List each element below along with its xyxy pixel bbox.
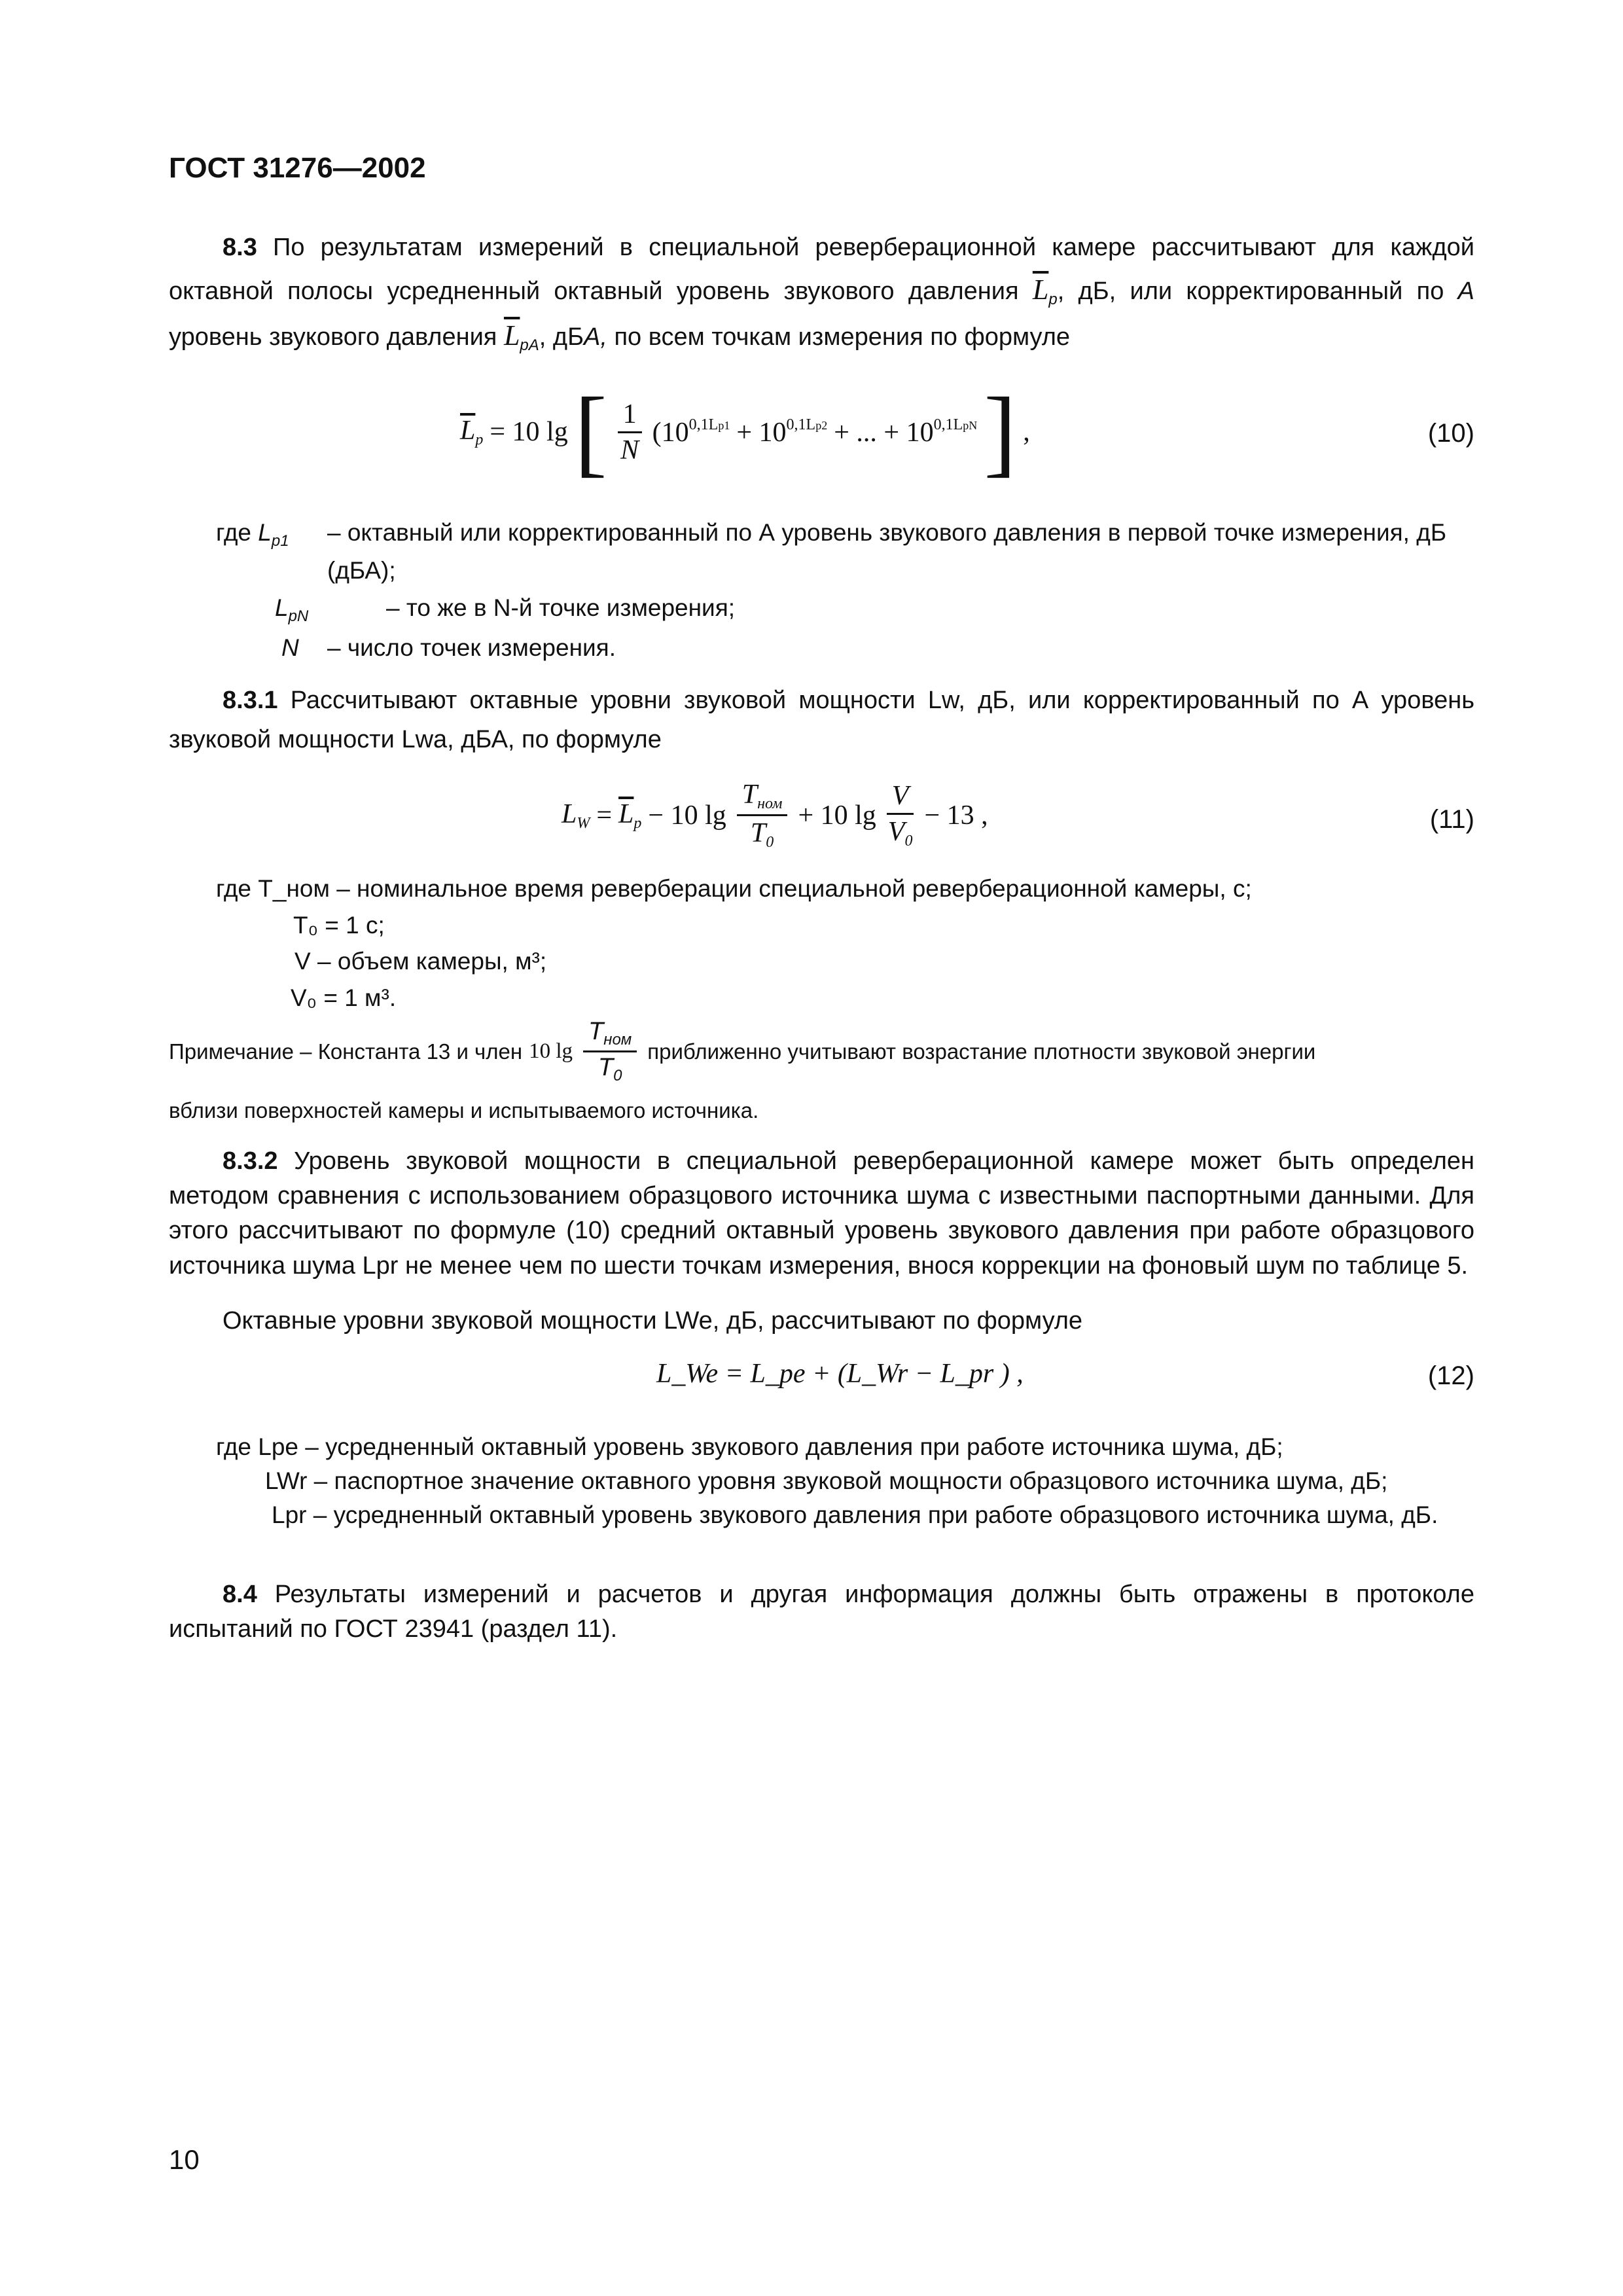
formula-12-number: (12)	[1427, 1361, 1474, 1390]
definition-row: где $L_{p1}$ – октавный или корректированный по А уровень звукового давления в первой точке измерения, дБ (дБА);	[216, 519, 1447, 584]
section-8-3: 8.3 По результатам измерений в специальной реверберационной камере рассчитывают для каждой октавной полосы усредненный октавный уровень звукового давления $\overline{L}_p$, дБ, или корректированный по А уровень звукового давления $\overline{L}_{pA}$, дБА, по всем точкам измерения по формуле	[169, 234, 1474, 354]
section-8-3-2-formula-intro: Октавные уровни звуковой мощности LWe, дБ, рассчитывают по формуле	[223, 1307, 1083, 1335]
formula-12-definitions	[216, 1430, 1476, 1532]
formula-10-expression: $\overline{L}_p$ = 10 lg [ $\frac{1}{N}$ ($10^{0,1Lp1}$ + $10^{0,1Lp2}$ + ... + $10^{0,1LpN}$ ] ,	[460, 378, 1030, 486]
formula-10	[169, 378, 1474, 507]
page-number: 10	[169, 2144, 200, 2175]
note	[169, 1018, 1474, 1123]
note-line-1: Примечание – Константа 13 и член 10 lg $\frac{T_{ном}}{T_0}$ приближенно учитывают возрастание плотности звуковой энергии	[169, 1018, 1316, 1085]
formula-11-expression: $L_W$ = $\overline{L}_p$ − 10 lg $\frac{T_{ном}}{T_0}$ + 10 lg $\frac{V}{V_0}$ − 13 ,	[562, 780, 988, 851]
section-8-3-2: 8.3.2 Уровень звуковой мощности в специальной реверберационной камере может быть определен методом сравнения с использованием образцового источника шума с известными паспортными данными. Для этого рассчитывают по формуле (10) средний октавный уровень звукового давления при работе образцового источника шума Lpr не менее чем по шести точкам измерения, внося коррекции на фоновый шум по таблице 5.	[169, 1147, 1474, 1280]
formula-12	[169, 1352, 1474, 1417]
formula-11-number: (11)	[1429, 805, 1474, 834]
definition-row: V₀ = 1 м³.	[291, 984, 397, 1011]
formula-12-expression: L_We = L_pe + (L_Wr − L_pr ) ,	[656, 1359, 1024, 1389]
formula-10-number: (10)	[1427, 419, 1474, 448]
definition-row: Lpr – усредненный октавный уровень звукового давления при работе образцового источника шума, дБ.	[272, 1501, 1438, 1528]
formula-10-definitions	[216, 514, 1476, 667]
definition-row: где T_ном – номинальное время реверберации специальной реверберационной камеры, с;	[216, 875, 1252, 902]
definition-row: $L_{pN}$ – то же в N-й точке измерения;	[275, 594, 736, 626]
section-8-3-1: 8.3.1 Рассчитывают октавные уровни звуковой мощности Lw, дБ, или корректированный по А уровень звуковой мощности Lwa, дБА, по формуле	[169, 687, 1474, 754]
section-8-4: 8.4 Результаты измерений и расчетов и другая информация должны быть отражены в протоколе испытаний по ГОСТ 23941 (раздел 11).	[169, 1581, 1474, 1643]
definition-row: LWr – паспортное значение октавного уровня звуковой мощности образцового источника шума, дБ;	[265, 1467, 1388, 1494]
section-number: 8.3	[223, 234, 257, 261]
note-line-2: вблизи поверхностей камеры и испытываемого источника.	[169, 1098, 759, 1122]
definition-row: где Lpe – усредненный октавный уровень звукового давления при работе источника шума, дБ;	[216, 1433, 1283, 1460]
definition-row: N – число точек измерения.	[281, 634, 616, 661]
page-header: ГОСТ 31276—2002	[169, 152, 426, 184]
definition-row: T₀ = 1 с;	[293, 911, 385, 939]
formula-11-definitions	[216, 870, 1476, 1016]
definition-row: V – объем камеры, м³;	[294, 948, 547, 975]
